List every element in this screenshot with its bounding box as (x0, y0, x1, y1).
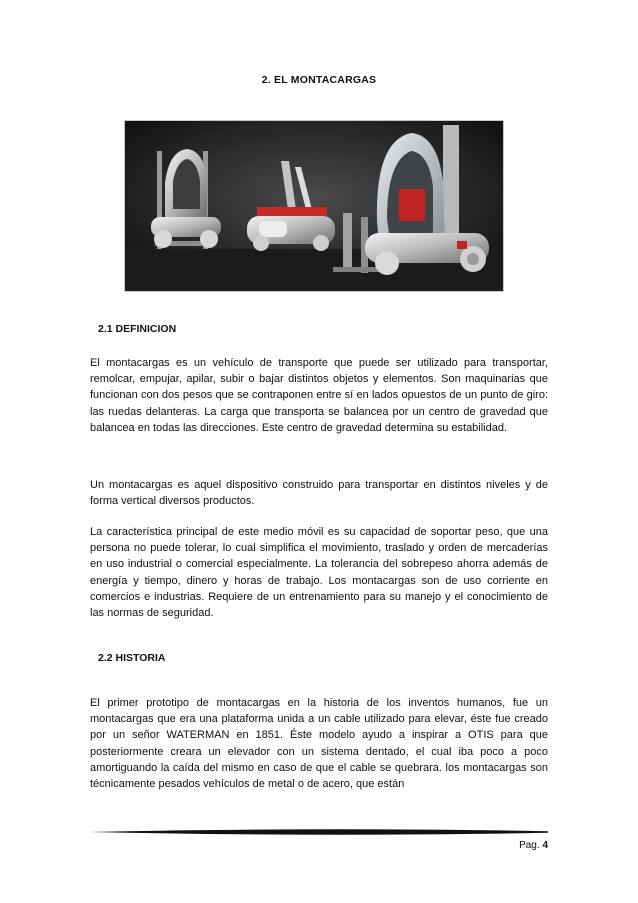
paragraph-definicion-3: La característica principal de este medio móvil es su capacidad de soportar peso, que una persona no puede tolerar, lo cual simplifica el movimiento, traslado y orden de mercaderías en uso industrial o comercial especialmente. La tolerancia del sobrepeso ahorra además de energía y tiempo, dinero y horas de trabajo. Los montacargas son de uso corriente en comercios e industrias. Requiere de un entrenamiento para su manejo y el conocimiento de las normas de seguridad. (90, 526, 548, 620)
forklift-illustration (125, 121, 503, 291)
footer-divider (90, 828, 548, 836)
page-number (519, 840, 548, 851)
section-heading-definicion: 2.1 DEFINICION (98, 323, 177, 335)
forklift-concepts-photo (124, 120, 504, 292)
page-label: Pag. (519, 840, 543, 851)
paragraph-definicion-1: El montacargas es un vehículo de transporte que puede ser utilizado para transportar, remolcar, empujar, apilar, subir o bajar distintos objetos y elementos. Son maquinarias que funcionan con dos pesos que se contraponen entre sí en lados opuestos de un punto de giro: las ruedas delanteras. La carga que transporta se balancea por un centro de gravedad que balancea en todas las direcciones. Este centro de gravedad determina su estabilidad. (90, 357, 548, 434)
section-heading-historia: 2.2 HISTORIA (98, 652, 166, 664)
paragraph-historia-1: El primer prototipo de montacargas en la historia de los inventos humanos, fue un montacargas que era una plataforma unida a un cable utilizado para elevar, éste fue creado por un señor WATERMAN en 1851. Éste modelo ayudo a inspirar a OTIS para que posteriormente creara un elevador con un sistema dentado, el cual iba poco a poco amortiguando la caída del mismo en caso de que el cable se quebrara. los montacargas son técnicamente pesados vehículos de metal o de acero, que están (90, 697, 548, 791)
page-number-value: 4 (542, 840, 548, 851)
page-title: 2. EL MONTACARGAS (261, 74, 377, 86)
paragraph-definicion-2: Un montacargas es aquel dispositivo construido para transportar en distintos niveles y de forma vertical diversos productos. (90, 479, 548, 508)
